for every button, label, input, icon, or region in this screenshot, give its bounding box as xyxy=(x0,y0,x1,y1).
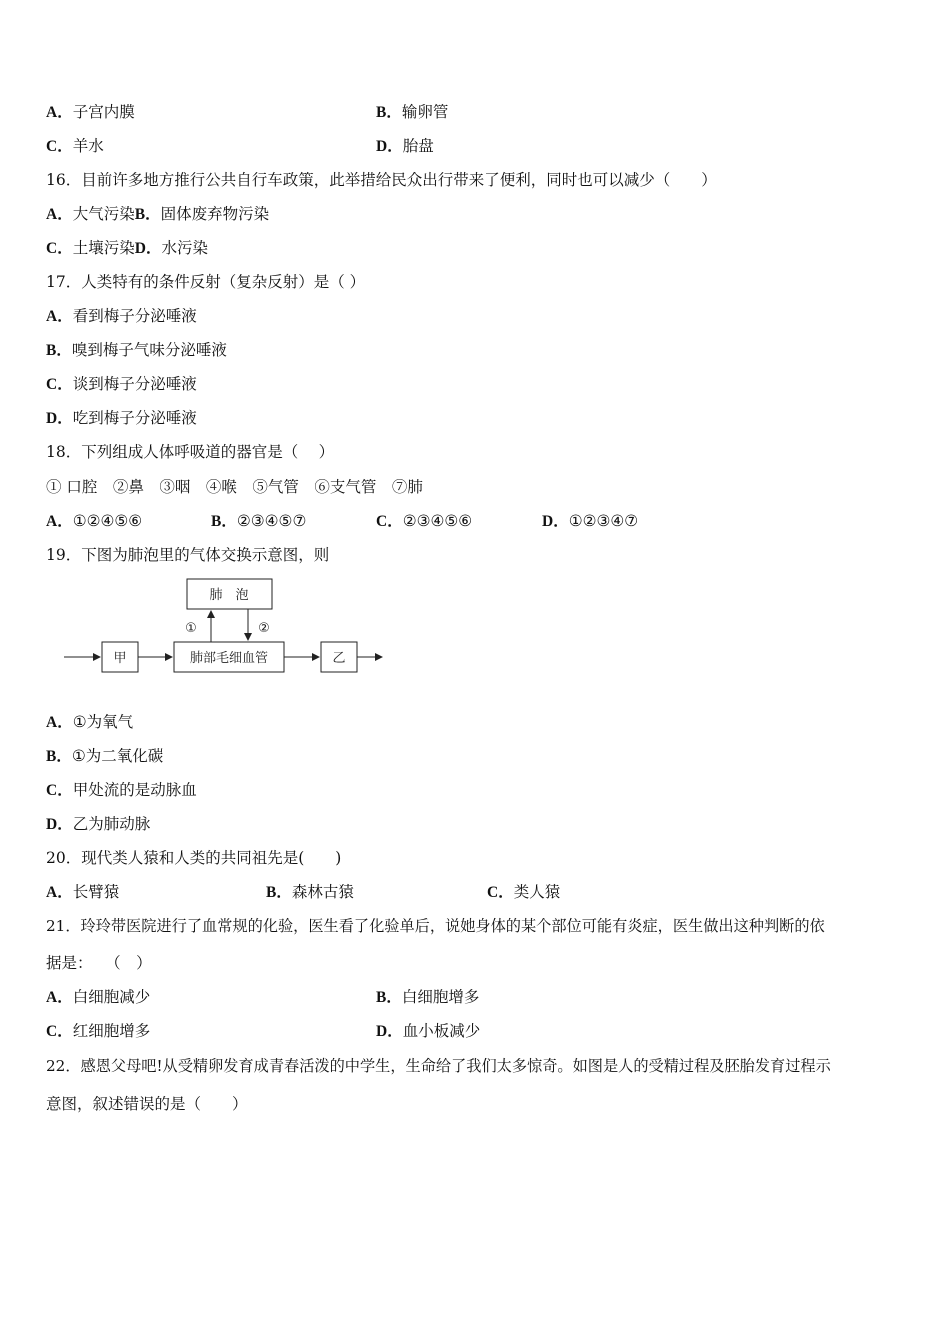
q19-option-b[interactable]: B．①为二氧化碳 xyxy=(46,747,164,765)
q15-option-b[interactable]: B．输卵管 xyxy=(376,103,449,121)
gas-exchange-diagram xyxy=(62,574,392,684)
yi-label: 乙 xyxy=(332,651,346,666)
q19-option-d[interactable]: D．乙为肺动脉 xyxy=(46,815,151,833)
q19-stem: 19．下图为肺泡里的气体交换示意图，则 xyxy=(46,546,330,564)
q17-stem: 17．人类特有的条件反射（复杂反射）是（ ） xyxy=(46,273,366,291)
q21-stem-line-1: 21．玲玲带医院进行了血常规的化验，医生看了化验单后，说她身体的某个部位可能有炎症，医生做出这种判断的依 xyxy=(46,917,825,935)
q21-option-c[interactable]: C．红细胞增多 xyxy=(46,1022,151,1040)
q18-organ-list: ① 口腔 ②鼻 ③咽 ④喉 ⑤气管 ⑥支气管 ⑦肺 xyxy=(46,478,423,496)
q17-option-c[interactable]: C．谈到梅子分泌唾液 xyxy=(46,375,197,393)
mark-1: ① xyxy=(185,621,197,636)
q21-options-row-1 xyxy=(46,987,479,1008)
q16-options-row-2 xyxy=(46,238,208,259)
q20-option-b[interactable]: B．森林古猿 xyxy=(266,883,354,901)
jia-label: 甲 xyxy=(113,651,127,666)
q20-options-row xyxy=(46,882,560,903)
q18-option-a[interactable]: A．①②④⑤⑥ xyxy=(46,512,143,530)
q20-stem: 20．现代类人猿和人类的共同祖先是( ) xyxy=(46,849,342,867)
q21-stem-line-2: 据是： （ ） xyxy=(46,954,152,972)
q18-option-d[interactable]: D．①②③④⑦ xyxy=(542,512,639,530)
capillary-label: 肺部毛细血管 xyxy=(189,651,269,666)
q18-option-b[interactable]: B．②③④⑤⑦ xyxy=(211,512,307,530)
q21-option-b[interactable]: B．白细胞增多 xyxy=(376,988,480,1006)
q16-stem: 16．目前许多地方推行公共自行车政策，此举措给民众出行带来了便利，同时也可以减少（ ） xyxy=(46,171,717,189)
mark-2: ② xyxy=(258,621,270,636)
q15-options-row-1 xyxy=(46,102,448,123)
q16-option-a[interactable]: A．大气污染 xyxy=(46,205,135,223)
q15-option-c[interactable]: C．羊水 xyxy=(46,137,104,155)
q15-option-a[interactable]: A．子宫内膜 xyxy=(46,103,135,121)
alveolus-label: 肺 泡 xyxy=(209,588,249,603)
q19-option-a[interactable]: A．①为氧气 xyxy=(46,713,134,731)
q21-option-a[interactable]: A．白细胞减少 xyxy=(46,988,151,1006)
q20-option-a[interactable]: A．长臂猿 xyxy=(46,883,120,901)
q18-options-row xyxy=(46,511,638,532)
q18-stem: 18．下列组成人体呼吸道的器官是（ ） xyxy=(46,443,335,461)
q17-option-b[interactable]: B．嗅到梅子气味分泌唾液 xyxy=(46,341,227,359)
q22-stem-line-2: 意图，叙述错误的是（ ） xyxy=(46,1095,248,1113)
q18-option-c[interactable]: C．②③④⑤⑥ xyxy=(376,512,473,530)
q16-option-b[interactable]: B．固体废弃物污染 xyxy=(134,205,270,223)
q16-option-c[interactable]: C．土壤污染 xyxy=(46,239,135,257)
q22-stem-line-1: 22．感恩父母吧!从受精卵发育成青春活泼的中学生，生命给了我们太多惊奇。如图是人的受精过程及胚胎发育过程示 xyxy=(46,1057,831,1075)
q21-options-row-2 xyxy=(46,1021,480,1042)
q19-option-c[interactable]: C．甲处流的是动脉血 xyxy=(46,781,197,799)
q17-option-a[interactable]: A．看到梅子分泌唾液 xyxy=(46,307,197,325)
q16-options-row-1 xyxy=(46,204,269,225)
q20-option-c[interactable]: C．类人猿 xyxy=(487,883,561,901)
q21-option-d[interactable]: D．血小板减少 xyxy=(376,1022,481,1040)
q17-option-d[interactable]: D．吃到梅子分泌唾液 xyxy=(46,409,197,427)
q15-options-row-2 xyxy=(46,136,434,157)
q15-option-d[interactable]: D．胎盘 xyxy=(376,137,434,155)
q16-option-d[interactable]: D．水污染 xyxy=(134,239,208,257)
